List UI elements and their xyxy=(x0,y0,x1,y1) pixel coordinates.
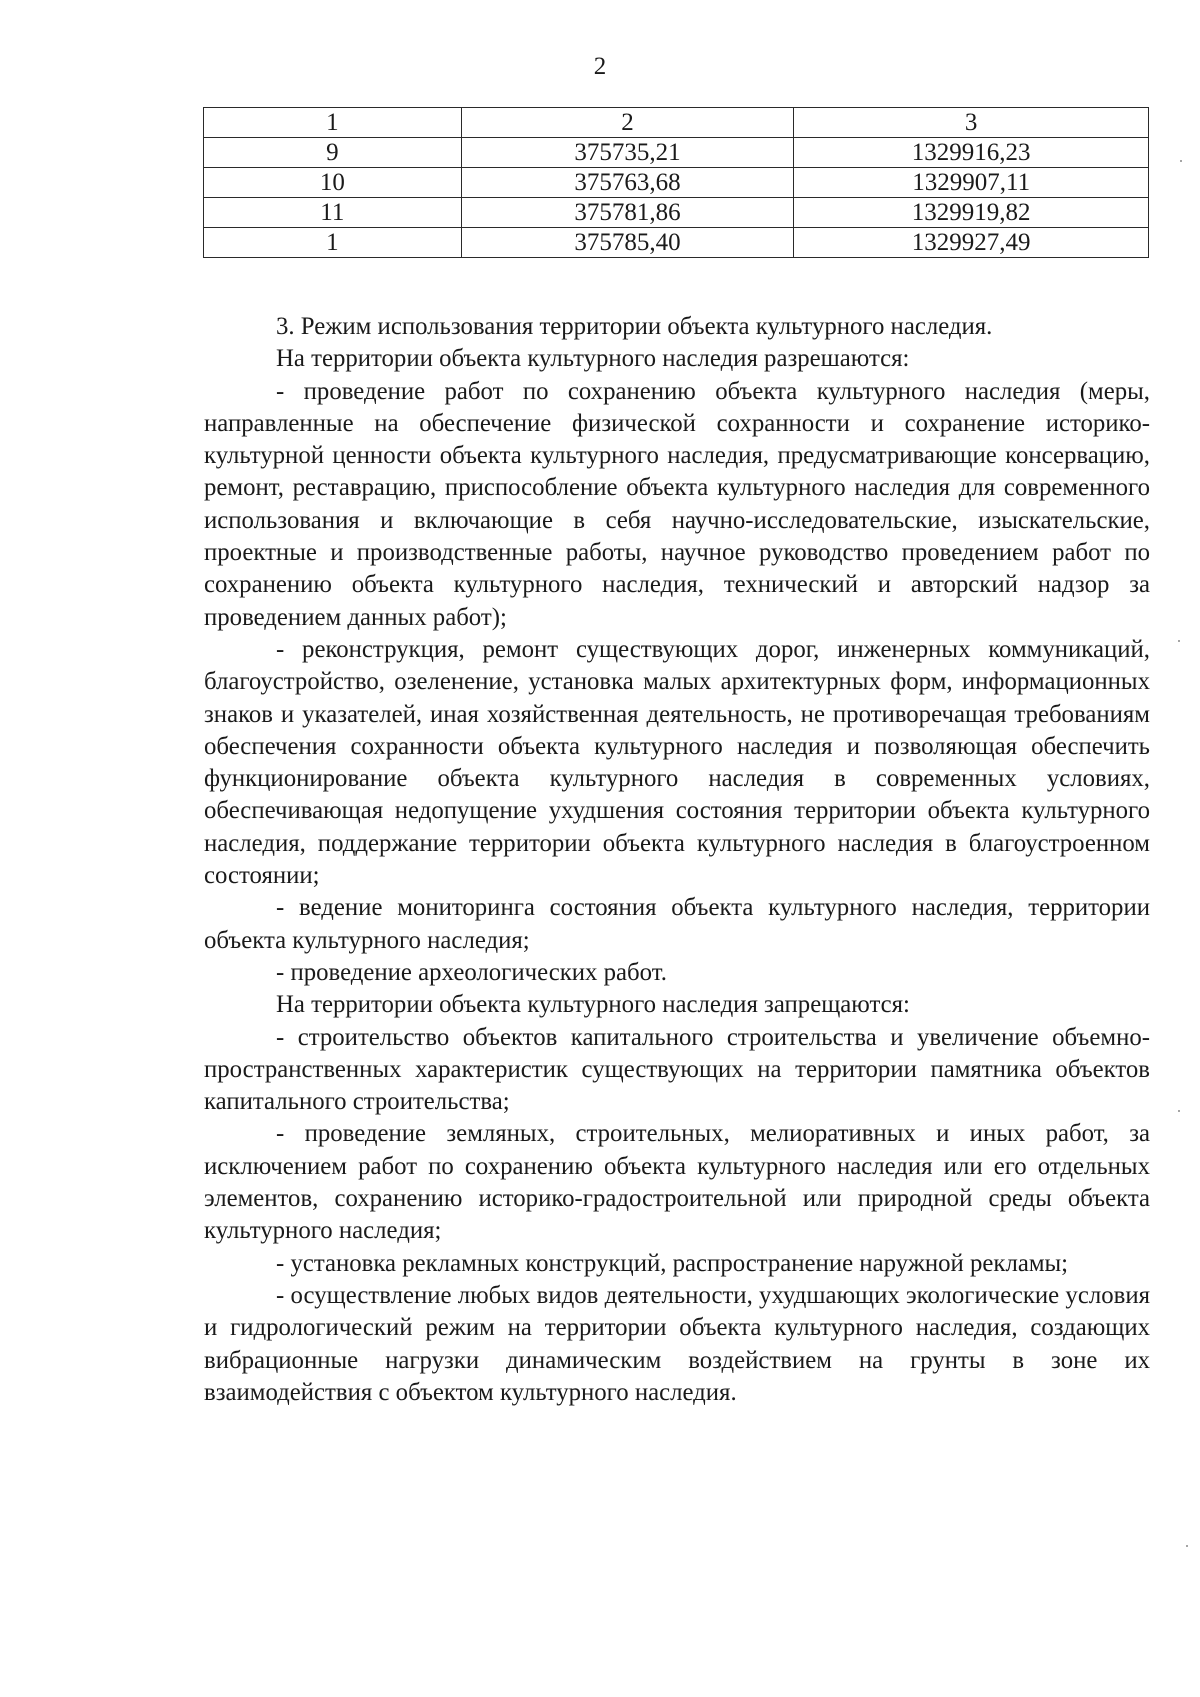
scan-speck xyxy=(1180,160,1182,162)
table-cell-y: 1329907,11 xyxy=(794,168,1149,198)
table-row xyxy=(204,198,1149,228)
table-header-cell: 1 xyxy=(204,108,462,138)
table-header-cell: 2 xyxy=(461,108,794,138)
table-row xyxy=(204,228,1149,258)
scan-speck xyxy=(1186,1545,1188,1547)
list-item: - проведение земляных, строительных, мелиоративных и иных работ, за исключением работ по сохранению объекта культурного наследия или его отдельных элементов, сохранению историко-градостроительной или природной среды объекта культурного наследия; xyxy=(204,1120,1150,1245)
list-item: - ведение мониторинга состояния объекта культурного наследия, территории объекта культурного наследия; xyxy=(204,894,1150,954)
table-cell-point: 1 xyxy=(204,228,462,258)
list-item: - строительство объектов капитального строительства и увеличение объемно-пространственных характеристик существующих на территории памятника объектов капитального строительства; xyxy=(204,1023,1150,1116)
scan-speck xyxy=(1178,1110,1180,1112)
scan-speck xyxy=(1178,640,1180,642)
page-number: 2 xyxy=(593,53,607,80)
table-cell-y: 1329919,82 xyxy=(794,198,1149,228)
list-item: - проведение работ по сохранению объекта культурного наследия (меры, направленные на обеспечение физической сохранности и сохранение историко-культурной ценности объекта культурного наследия, предусматривающие консервацию, ремонт, реставрацию, приспособление объекта культурного наследия для современного использования и включающие в себя научно-исследовательские, изыскательские, проектные и производственные работы, научное руководство проведением работ по сохранению объекта культурного наследия, технический и авторский надзор за проведением данных работ); xyxy=(204,377,1150,631)
table-cell-point: 10 xyxy=(204,168,462,198)
document-body xyxy=(204,311,1150,1409)
list-item: - реконструкция, ремонт существующих дорог, инженерных коммуникаций, благоустройство, озеленение, установка малых архитектурных форм, информационных знаков и указателей, иная хозяйственная деятельность, не противоречащая требованиям обеспечения сохранности объекта культурного наследия и позволяющая обеспечить функционирование объекта культурного наследия в современных условиях, обеспечивающая недопущение ухудшения состояния территории объекта культурного наследия, поддержание территории объекта культурного наследия в благоустроенном состоянии; xyxy=(204,635,1150,890)
table-cell-point: 11 xyxy=(204,198,462,228)
list-item: - установка рекламных конструкций, распространение наружной рекламы; xyxy=(276,1249,1069,1277)
table-cell-x: 375735,21 xyxy=(461,138,794,168)
table-cell-point: 9 xyxy=(204,138,462,168)
section-heading: 3. Режим использования территории объекта культурного наследия. xyxy=(276,313,993,340)
table-cell-x: 375763,68 xyxy=(461,168,794,198)
table-cell-y: 1329927,49 xyxy=(794,228,1149,258)
table-row xyxy=(204,138,1149,168)
table-header-row xyxy=(204,108,1149,138)
list-item: - проведение археологических работ. xyxy=(276,958,667,986)
paragraph-prohibited-intro: На территории объекта культурного наследия запрещаются: xyxy=(276,991,910,1019)
paragraph-permitted-intro: На территории объекта культурного наследия разрешаются: xyxy=(276,345,910,373)
table-header-cell: 3 xyxy=(794,108,1149,138)
list-item: - осуществление любых видов деятельности, ухудшающих экологические условия и гидрологический режим на территории объекта культурного наследия, создающих вибрационные нагрузки динамическим воздействием на грунты в зоне их взаимодействия с объектом культурного наследия. xyxy=(204,1281,1150,1406)
coordinates-table xyxy=(203,107,1149,258)
table-cell-x: 375781,86 xyxy=(461,198,794,228)
table-cell-y: 1329916,23 xyxy=(794,138,1149,168)
table-row xyxy=(204,168,1149,198)
table-cell-x: 375785,40 xyxy=(461,228,794,258)
